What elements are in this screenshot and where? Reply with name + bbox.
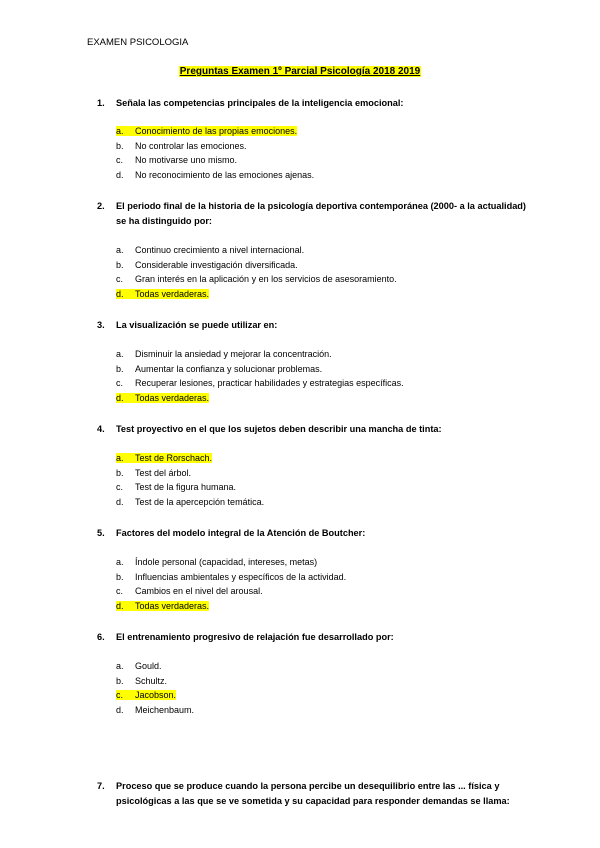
option-letter: d. [116, 704, 124, 715]
answer-option-4-3 [116, 481, 236, 493]
question-number: 3. [97, 320, 105, 330]
option-letter: d. [116, 600, 124, 611]
option-text: Gould. [135, 661, 162, 671]
answer-body [116, 497, 264, 507]
answer-body [116, 557, 317, 567]
option-text: Meichenbaum. [135, 704, 195, 715]
option-text: Test del árbol. [135, 467, 192, 478]
option-letter: c. [116, 690, 124, 701]
question-number: 2. [97, 201, 105, 211]
option-text: Considerable investigación diversificada. [135, 259, 298, 270]
option-text: Test de la figura humana. [135, 482, 237, 493]
option-letter: b. [116, 467, 124, 478]
answer-option-3-4 [116, 392, 209, 404]
question-text: Señala las competencias principales de la inteligencia emocional: [116, 98, 404, 108]
option-letter: d. [116, 496, 124, 507]
question-text: El periodo final de la historia de la psicología deportiva contemporánea (2000- a la actualidad) se ha distinguido por: [116, 201, 526, 226]
option-text: Conocimiento de las propias emociones. [135, 126, 298, 136]
option-letter: d. [116, 288, 124, 299]
highlighted-answer [116, 289, 209, 299]
option-letter: a. [116, 349, 124, 359]
answer-option-5-1 [116, 556, 317, 568]
answer-body [116, 572, 346, 582]
answer-option-1-4 [116, 169, 314, 181]
option-text: No motivarse uno mismo. [135, 155, 238, 166]
question-6 [97, 630, 527, 645]
answer-body [116, 586, 263, 596]
highlighted-answer [116, 601, 209, 611]
option-text: Aumentar la confianza y solucionar problemas. [135, 363, 323, 374]
option-letter: c. [116, 482, 124, 493]
option-text: Test de Rorschach. [135, 453, 213, 463]
option-text: Recuperar lesiones, practicar habilidades y estrategias específicas. [135, 378, 404, 389]
answer-option-1-2 [116, 140, 247, 152]
question-number: 6. [97, 632, 105, 642]
answer-option-1-3 [116, 154, 237, 166]
option-letter: a. [116, 453, 124, 463]
question-4 [97, 422, 527, 437]
question-5 [97, 526, 527, 541]
option-text: Índole personal (capacidad, intereses, metas) [135, 557, 318, 567]
answer-option-3-1 [116, 348, 332, 360]
option-text: No controlar las emociones. [135, 140, 247, 151]
answer-body [116, 661, 162, 671]
answer-body [116, 349, 332, 359]
option-text: Disminuir la ansiedad y mejorar la concentración. [135, 349, 332, 359]
answer-option-6-2 [116, 675, 167, 687]
answer-body [116, 170, 314, 180]
document-header: EXAMEN PSICOLOGIA [87, 37, 189, 48]
answer-body [116, 705, 194, 715]
option-text: No reconocimiento de las emociones ajenas. [135, 169, 315, 180]
answer-option-4-4 [116, 496, 264, 508]
highlighted-answer [116, 453, 212, 463]
answer-body [116, 155, 237, 165]
option-text: Cambios en el nivel del arousal. [135, 586, 263, 597]
option-letter: d. [116, 169, 124, 180]
option-letter: a. [116, 557, 124, 567]
option-text: Todas verdaderas. [135, 392, 210, 403]
answer-option-2-4 [116, 288, 209, 300]
option-text: Influencias ambientales y específicos de la actividad. [135, 571, 347, 582]
highlighted-answer [116, 690, 176, 700]
question-text: El entrenamiento progresivo de relajación fue desarrollado por: [116, 632, 394, 642]
answer-option-5-3 [116, 585, 263, 597]
option-text: Continuo crecimiento a nivel internacional. [135, 245, 305, 255]
option-text: Jacobson. [135, 690, 177, 701]
answer-option-5-2 [116, 571, 346, 583]
answer-option-3-3 [116, 377, 404, 389]
option-text: Todas verdaderas. [135, 600, 210, 611]
question-text: Test proyectivo en el que los sujetos deben describir una mancha de tinta: [116, 424, 442, 434]
answer-body [116, 260, 298, 270]
option-letter: a. [116, 245, 124, 255]
title-text: Preguntas Examen 1º Parcial Psicología 2018 2019 [179, 66, 421, 77]
answer-body [116, 141, 247, 151]
option-letter: c. [116, 274, 124, 285]
answer-option-2-2 [116, 259, 298, 271]
answer-body [116, 482, 236, 492]
answer-option-6-4 [116, 704, 194, 716]
question-text: Factores del modelo integral de la Atención de Boutcher: [116, 528, 366, 538]
highlighted-answer [116, 393, 209, 403]
option-letter: b. [116, 571, 124, 582]
question-2 [97, 199, 527, 229]
answer-body [116, 245, 304, 255]
option-letter: c. [116, 378, 124, 389]
question-3 [97, 318, 527, 333]
option-text: Todas verdaderas. [135, 288, 210, 299]
answer-body [116, 468, 191, 478]
answer-option-2-1 [116, 244, 304, 256]
option-letter: c. [116, 155, 124, 166]
answer-option-1-1 [116, 125, 297, 137]
question-text: La visualización se puede utilizar en: [116, 320, 278, 330]
option-text: Schultz. [135, 675, 168, 686]
answer-option-6-1 [116, 660, 162, 672]
answer-body [116, 676, 167, 686]
question-number: 7. [97, 781, 105, 791]
option-letter: a. [116, 661, 124, 671]
answer-option-4-2 [116, 467, 191, 479]
option-letter: b. [116, 363, 124, 374]
answer-option-4-1 [116, 452, 212, 464]
answer-option-2-3 [116, 273, 397, 285]
answer-body [116, 364, 322, 374]
option-letter: b. [116, 675, 124, 686]
question-number: 1. [97, 98, 105, 108]
question-text: Proceso que se produce cuando la persona percibe un desequilibrio entre las ... física y psicológicas a las que se ve sometida y su capacidad para responder demandas se llama: [116, 781, 510, 806]
answer-body [116, 274, 397, 284]
question-number: 5. [97, 528, 105, 538]
option-letter: b. [116, 140, 124, 151]
option-text: Gran interés en la aplicación y en los servicios de asesoramiento. [135, 274, 397, 285]
question-number: 4. [97, 424, 105, 434]
option-letter: b. [116, 259, 124, 270]
option-letter: d. [116, 392, 124, 403]
answer-body [116, 378, 404, 388]
answer-option-6-3 [116, 689, 176, 701]
document-title [0, 66, 600, 77]
highlighted-answer [116, 126, 297, 136]
answer-option-3-2 [116, 363, 322, 375]
question-7 [97, 779, 527, 809]
option-letter: c. [116, 586, 124, 597]
question-1 [97, 96, 527, 111]
answer-option-5-4 [116, 600, 209, 612]
option-text: Test de la apercepción temática. [135, 496, 265, 507]
option-letter: a. [116, 126, 124, 136]
